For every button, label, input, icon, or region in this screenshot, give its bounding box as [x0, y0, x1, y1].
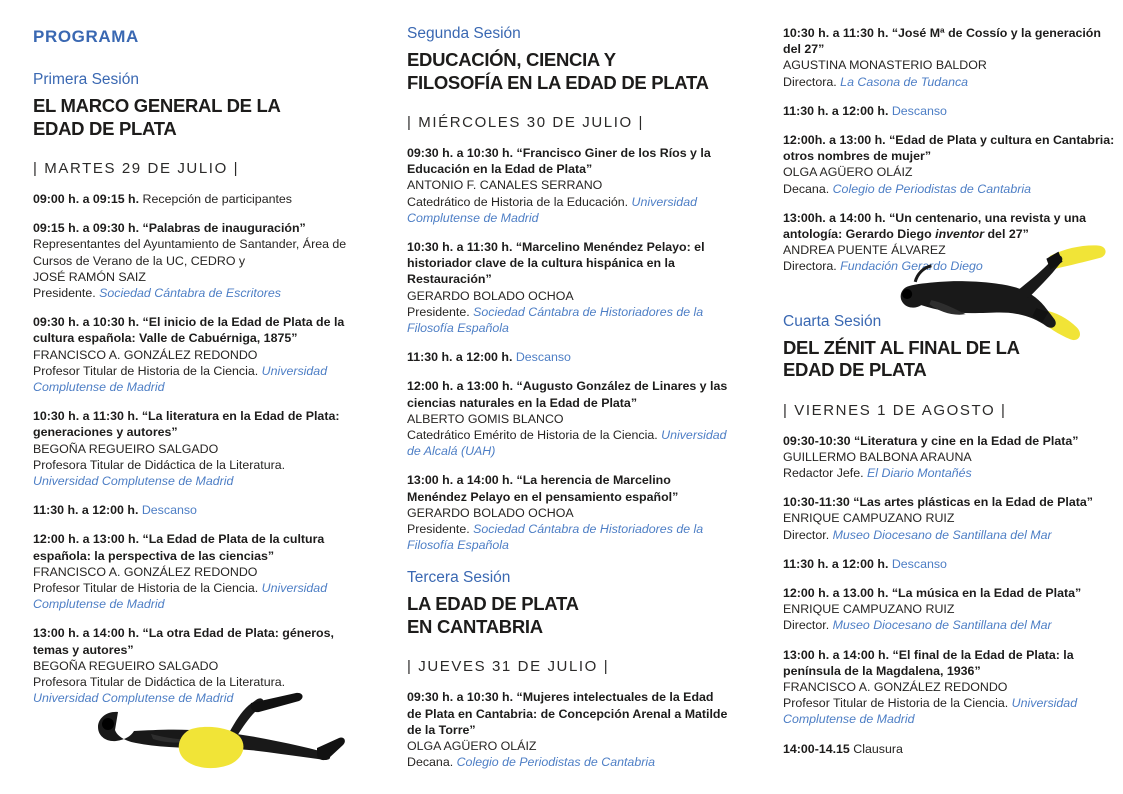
talk-title: “El inicio de la Edad de Plata de la cultura española: Valle de Cabuérniga, 1875” — [33, 315, 345, 346]
session-title-line: EDAD DE PLATA — [33, 117, 177, 139]
speaker-role: Presidente. — [33, 286, 96, 301]
item-head — [407, 689, 729, 738]
item-text: Recepción de participantes — [142, 192, 292, 206]
item-head — [33, 220, 351, 236]
session-title-line: DEL ZÉNIT AL FINAL DE LA — [783, 336, 1020, 358]
item-time: 09:30 h. a 10:30 h. — [407, 690, 514, 705]
page-title: PROGRAMA — [33, 27, 139, 46]
organization-link[interactable]: Sociedad Cántabra de Escritores — [99, 286, 281, 301]
program-item — [783, 741, 1119, 757]
item-time: 14:00-14.15 — [783, 741, 850, 756]
session-title — [407, 593, 729, 638]
item-head — [783, 556, 1119, 572]
break-label: Descanso — [141, 503, 197, 518]
break-item — [33, 502, 351, 518]
item-time: 13:00 h. a 14:00 h. — [783, 647, 890, 662]
swimmer-illustration — [81, 686, 346, 782]
affiliation-line — [33, 363, 351, 395]
speaker-role: Decana. — [783, 181, 830, 196]
talk-title: “La herencia de Marcelino Menéndez Pelayo en el pensamiento español” — [407, 473, 679, 504]
speaker-name: FRANCISCO A. GONZÁLEZ REDONDO — [33, 347, 258, 362]
organization-link[interactable]: Sociedad Cántabra de Historiadores de la Filosofía Española — [407, 304, 704, 336]
speaker-name: GERARDO BOLADO OCHOA — [407, 505, 574, 520]
affiliation-line — [783, 74, 1119, 90]
item-time: 10:30 h. a 11:30 h. — [407, 240, 513, 255]
item-text: Clausura — [853, 741, 903, 756]
session-title-line: LA EDAD DE PLATA — [407, 593, 579, 615]
speaker-name: BEGOÑA REGUEIRO SALGADO — [33, 441, 219, 456]
speaker-name: AGUSTINA MONASTERIO BALDOR — [783, 58, 987, 73]
day-heading: | MIÉRCOLES 30 DE JULIO | — [407, 114, 645, 131]
speaker-role: Profesor Titular de Historia de la Ciencia. — [33, 363, 259, 378]
speaker-name: ALBERTO GOMIS BLANCO — [407, 411, 564, 426]
speaker-role: Directora. — [783, 74, 837, 89]
talk-title: “Edad de Plata y cultura en Cantabria: otros nombres de mujer” — [783, 133, 1115, 164]
session-title — [33, 95, 351, 140]
item-time: 12:00h. a 13:00 h. — [783, 133, 886, 148]
item-time: 10:30 h. a 11:30 h. — [33, 409, 139, 424]
item-head — [783, 103, 1119, 119]
item-time: 13:00 h. a 14:00 h. — [33, 626, 140, 641]
speaker-role: Catedrático de Historia de la Educación. — [407, 194, 629, 209]
organization-link[interactable]: Universidad Complutense de Madrid — [783, 696, 1078, 727]
item-time: 11:30 h. a 12:00 h. — [783, 103, 889, 118]
speaker-role: Redactor Jefe. — [783, 466, 864, 481]
day-heading: | VIERNES 1 DE AGOSTO | — [783, 401, 1007, 419]
organization-link[interactable]: Universidad Complutense de Madrid — [33, 363, 328, 395]
speaker-role: Presidente. — [407, 522, 470, 537]
affiliation-line — [33, 285, 351, 301]
talk-title: “Marcelino Menéndez Pelayo: el historiador clave de la cultura hispánica en la Restauración” — [407, 240, 705, 287]
program-item — [783, 494, 1119, 543]
program-item — [33, 191, 351, 207]
item-head — [783, 585, 1119, 601]
break-label: Descanso — [891, 556, 947, 571]
talk-title: “La otra Edad de Plata: géneros, temas y autores” — [33, 626, 334, 657]
organization-link[interactable]: Museo Diocesano de Santillana del Mar — [832, 527, 1052, 542]
affiliation-line — [783, 465, 1119, 481]
speaker-role: Decana. — [407, 755, 454, 770]
talk-title: “Palabras de inauguración” — [142, 221, 306, 236]
session-title-line: EN CANTABRIA — [407, 615, 543, 637]
organization-link[interactable]: Universidad Complutense de Madrid — [33, 691, 234, 706]
diver-illustration — [891, 241, 1117, 345]
program-item — [783, 647, 1119, 728]
program-item — [407, 472, 729, 553]
talk-title: “Literatura y cine en la Edad de Plata” — [853, 433, 1079, 448]
day-heading: | MARTES 29 DE JULIO | — [33, 160, 240, 177]
item-time: 12:00 h. a 13:00 h. — [33, 532, 140, 547]
session-label: Primera Sesión — [33, 71, 139, 88]
item-time: 11:30 h. a 12:00 h. — [33, 503, 139, 518]
affiliation-line — [407, 304, 729, 336]
organization-link[interactable]: El Diario Montañés — [867, 466, 972, 481]
organization-link[interactable]: Colegio de Periodistas de Cantabria — [832, 181, 1031, 196]
talk-title: “Las artes plásticas en la Edad de Plata” — [853, 495, 1093, 510]
speaker-name: OLGA AGÜERO OLÁIZ — [407, 739, 537, 754]
affiliation-line — [407, 521, 729, 553]
item-head — [33, 625, 351, 657]
speaker-role: Catedrático Emérito de Historia de la Ciencia. — [407, 428, 658, 443]
organization-link[interactable]: Universidad Complutense de Madrid — [33, 474, 234, 489]
column-fourth-session — [783, 25, 1119, 794]
speaker-name: BEGOÑA REGUEIRO SALGADO — [33, 658, 219, 673]
speaker-role: Profesor Titular de Historia de la Ciencia. — [783, 696, 1009, 711]
speaker-role: Profesor Titular de Historia de la Ciencia. — [33, 581, 259, 596]
talk-title: “Francisco Giner de los Ríos y la Educación en la Edad de Plata” — [407, 146, 711, 177]
affiliation-line — [407, 427, 729, 459]
item-head — [783, 433, 1119, 449]
item-time: 09:30 h. a 10:30 h. — [407, 146, 514, 160]
speaker-name: ENRIQUE CAMPUZANO RUIZ — [783, 602, 955, 617]
affiliation-line — [783, 527, 1119, 543]
talk-title: “Mujeres intelectuales de la Edad de Plata en Cantabria: de Concepción Arenal a Matilde de la Torre” — [407, 690, 728, 737]
affiliation-line — [783, 617, 1119, 633]
break-item — [407, 349, 729, 365]
talk-title: “El final de la Edad de Plata: la península de la Magdalena, 1936” — [783, 647, 1074, 678]
item-head — [33, 502, 351, 518]
break-item — [783, 556, 1119, 572]
affiliation-line — [783, 181, 1119, 197]
item-time: 11:30 h. a 12:00 h. — [407, 350, 513, 365]
item-head — [783, 741, 1119, 757]
program-item — [33, 531, 351, 612]
program-item — [783, 433, 1119, 482]
talk-description: Representantes del Ayuntamiento de Santander, Área de Cursos de Verano de la UC, CEDRO y — [33, 237, 347, 268]
session-label: Tercera Sesión — [407, 569, 511, 587]
organization-link[interactable]: Fundación Gerardo Diego — [840, 259, 983, 274]
column-first-session — [33, 25, 351, 794]
organization-link[interactable]: Sociedad Cántabra de Historiadores de la Filosofía Española — [407, 522, 704, 553]
speaker-name: GERARDO BOLADO OCHOA — [407, 288, 574, 303]
session-label: Cuarta Sesión — [783, 312, 882, 330]
item-time: 09:30-10:30 — [783, 433, 851, 448]
session-title-line: EL MARCO GENERAL DE LA — [33, 95, 281, 116]
program-item — [33, 314, 351, 395]
affiliation-line — [33, 580, 351, 612]
speaker-name: FRANCISCO A. GONZÁLEZ REDONDO — [783, 680, 1008, 695]
item-head — [407, 239, 729, 288]
program-item — [783, 585, 1119, 634]
speaker-name: ANTONIO F. CANALES SERRANO — [407, 178, 603, 193]
speaker-name: ANDREA PUENTE ÁLVAREZ — [783, 243, 946, 258]
speaker-role: Presidente. — [407, 304, 470, 319]
item-head — [783, 25, 1119, 57]
speaker-name: ENRIQUE CAMPUZANO RUIZ — [783, 511, 955, 526]
speaker-name: FRANCISCO A. GONZÁLEZ REDONDO — [33, 564, 258, 579]
talk-title: “Augusto González de Linares y las ciencias naturales en la Edad de Plata” — [407, 379, 728, 410]
session-block — [33, 71, 351, 140]
organization-link[interactable]: La Casona de Tudanca — [840, 74, 969, 89]
item-head — [783, 494, 1119, 510]
organization-link[interactable]: Colegio de Periodistas de Cantabria — [456, 755, 655, 770]
session-title-line: FILOSOFÍA EN LA EDAD DE PLATA — [407, 71, 709, 93]
item-head — [783, 647, 1119, 679]
program-item — [407, 689, 729, 770]
item-time: 09:30 h. a 10:30 h. — [33, 315, 140, 330]
speaker-role: Director. — [783, 527, 830, 542]
item-head — [407, 472, 729, 504]
organization-link[interactable]: Universidad de Alcalá (UAH) — [407, 428, 727, 459]
item-time: 09:15 h. a 09:30 h. — [33, 221, 140, 236]
program-item — [407, 378, 729, 459]
affiliation-line — [407, 754, 729, 770]
item-time: 09:00 h. a 09:15 h. — [33, 192, 140, 206]
item-head — [407, 145, 729, 177]
item-time: 12:00 h. a 13:00 h. — [407, 379, 514, 394]
break-label: Descanso — [515, 350, 571, 365]
item-head — [783, 210, 1119, 242]
affiliation-line — [33, 457, 351, 489]
item-head — [33, 531, 351, 563]
item-time: 10:30 h. a 11:30 h. — [783, 26, 889, 40]
item-head — [33, 314, 351, 346]
program-item — [407, 145, 729, 226]
session-title — [407, 49, 729, 94]
item-head — [33, 408, 351, 440]
session-block — [407, 25, 729, 94]
program-item — [33, 408, 351, 489]
item-head — [407, 349, 729, 365]
speaker-role: Profesora Titular de Didáctica de la Literatura. — [33, 675, 286, 690]
talk-title: “La música en la Edad de Plata” — [891, 586, 1082, 601]
item-time: 11:30 h. a 12:00 h. — [783, 556, 889, 571]
session-title-line: EDAD DE PLATA — [783, 359, 927, 381]
organization-link[interactable]: Universidad Complutense de Madrid — [407, 194, 697, 225]
talk-title: “Un centenario, una revista y una antología: Gerardo Diego inventor del 27” — [783, 210, 1087, 242]
item-time: 10:30-11:30 — [783, 495, 850, 510]
item-time: 12:00 h. a 13.00 h. — [783, 586, 889, 601]
affiliation-line — [407, 194, 729, 226]
break-label: Descanso — [891, 103, 947, 118]
item-head — [783, 132, 1119, 164]
organization-link[interactable]: Museo Diocesano de Santillana del Mar — [832, 618, 1052, 633]
item-head — [407, 378, 729, 410]
talk-title: “José Mª de Cossío y la generación del 27” — [783, 26, 1101, 57]
item-time: 13:00h. a 14:00 h. — [783, 210, 886, 225]
program-item — [783, 25, 1119, 90]
speaker-role: Directora. — [783, 259, 837, 274]
affiliation-line — [783, 695, 1119, 727]
session-label: Segunda Sesión — [407, 25, 521, 42]
session-block — [407, 569, 729, 638]
organization-link[interactable]: Universidad Complutense de Madrid — [33, 581, 328, 612]
day-heading: | JUEVES 31 DE JULIO | — [407, 658, 610, 676]
program-item — [783, 132, 1119, 197]
talk-title: “La Edad de Plata de la cultura española: la perspectiva de las ciencias” — [33, 532, 325, 563]
speaker-role: Director. — [783, 618, 830, 633]
program-item — [407, 239, 729, 336]
speaker-role: Profesora Titular de Didáctica de la Literatura. — [33, 457, 286, 472]
session-title-line: EDUCACIÓN, CIENCIA Y — [407, 49, 616, 70]
column-second-third-session — [407, 25, 729, 794]
item-time: 13:00 h. a 14:00 h. — [407, 473, 514, 488]
break-item — [783, 103, 1119, 119]
speaker-name: JOSÉ RAMÓN SAIZ — [33, 269, 146, 284]
speaker-name: GUILLERMO BALBONA ARAUNA — [783, 449, 972, 464]
program-item — [33, 220, 351, 301]
speaker-name: OLGA AGÜERO OLÁIZ — [783, 165, 913, 180]
item-head — [33, 191, 351, 207]
talk-title: “La literatura en la Edad de Plata: generaciones y autores” — [33, 409, 340, 440]
